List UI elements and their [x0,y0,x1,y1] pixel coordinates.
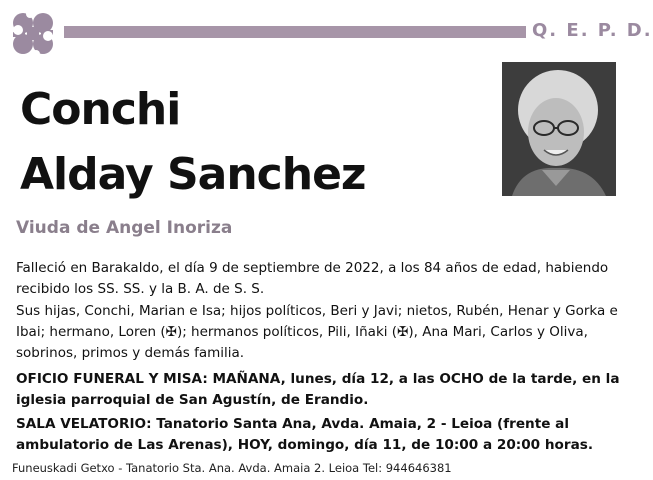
wake-room-paragraph: SALA VELATORIO: Tanatorio Santa Ana, Avda. Amaia, 2 - Leioa (frente al ambulatorio de Las Arenas), HOY, domingo, día 11, de 10:00 a 20:00 horas. [16,416,594,453]
death-notice-paragraph: Falleció en Barakaldo, el día 9 de septiembre de 2022, a los 84 años de edad, habiendo recibido los SS. SS. y la B. A. de S. S. [16,260,609,297]
deceased-subtitle: Viuda de Angel Inoriza [16,218,233,238]
qepd-label: Q. E. P. D. [532,20,653,41]
deceased-first-name: Conchi [20,84,181,135]
family-paragraph: Sus hijas, Conchi, Marian e Isa; hijos políticos, Beri y Javi; nietos, Rubén, Henar y Gorka e Ibai; hermano, Loren (✠); hermanos políticos, Pili, Iñaki (✠), Ana Mari, Carlos y Oliva, sobrinos, primos y demás familia. [16,303,618,361]
lauburu-icon [8,8,58,60]
portrait-photo [502,62,616,196]
footer-funeral-home: Funeuskadi Getxo - Tanatorio Sta. Ana. Avda. Amaia 2. Leioa Tel: 944646381 [12,461,452,475]
header-bar [64,26,526,38]
deceased-last-name: Alday Sanchez [20,149,366,200]
funeral-mass-paragraph: OFICIO FUNERAL Y MISA: MAÑANA, lunes, día 12, a las OCHO de la tarde, en la iglesia parroquial de San Agustín, de Erandio. [16,371,620,408]
